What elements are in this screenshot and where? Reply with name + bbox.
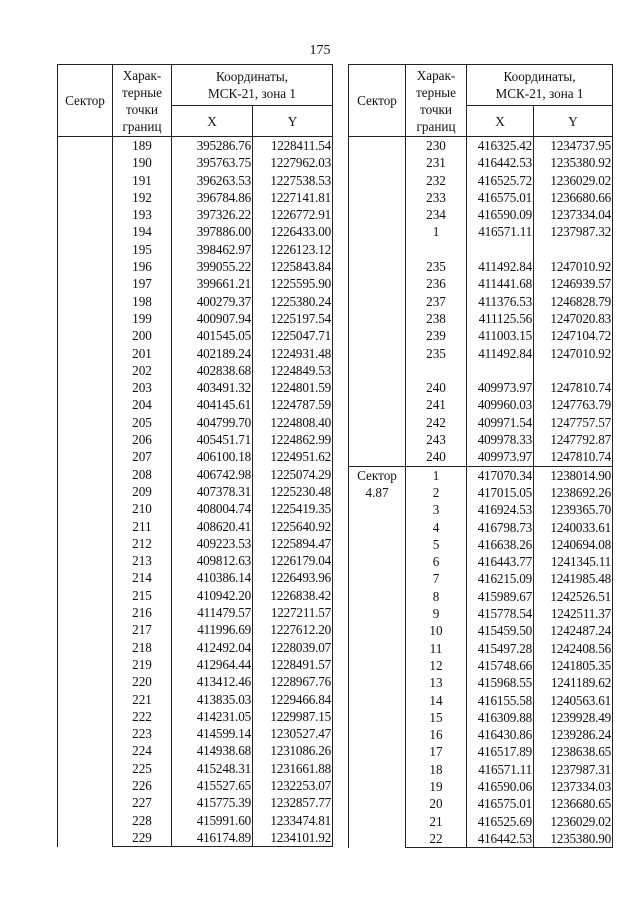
coord-x: 409960.03: [467, 396, 534, 413]
point-number: 3: [406, 501, 467, 518]
coord-y: 1238638.65: [534, 743, 613, 760]
right-table-body: [349, 137, 613, 848]
sector-label-line: Сектор: [357, 467, 397, 483]
point-number: 14: [406, 692, 467, 709]
coord-y: 1240694.08: [534, 536, 613, 553]
point-number: 222: [113, 708, 172, 725]
empty-cell: [406, 241, 467, 258]
coord-x: 411125.56: [467, 310, 534, 327]
point-number: 189: [113, 137, 172, 155]
empty-cell: [534, 362, 613, 379]
coord-x: 415248.31: [172, 760, 253, 777]
coord-y: 1226179.04: [253, 552, 333, 569]
coord-x: 405451.71: [172, 431, 253, 448]
coord-x: 411003.15: [467, 327, 534, 344]
coord-y: 1241189.62: [534, 674, 613, 691]
point-number: 17: [406, 743, 467, 760]
point-number: 215: [113, 587, 172, 604]
coord-y: 1226123.12: [253, 241, 333, 258]
coord-x: 416443.77: [467, 553, 534, 570]
header-points: [406, 65, 467, 137]
point-number: 220: [113, 673, 172, 690]
coord-x: 404145.61: [172, 396, 253, 413]
coord-y: 1240033.61: [534, 519, 613, 536]
point-number: 212: [113, 535, 172, 552]
coord-y: 1229466.84: [253, 691, 333, 708]
table-row: [349, 466, 613, 484]
coord-y: 1225380.24: [253, 293, 333, 310]
empty-cell: [534, 241, 613, 258]
point-number: 200: [113, 327, 172, 344]
point-number: 218: [113, 639, 172, 656]
coord-y: 1235380.90: [534, 830, 613, 848]
sector-label-line: 4.87: [365, 484, 389, 500]
sector-cell: [349, 466, 406, 848]
point-number: 190: [113, 154, 172, 171]
point-number: 207: [113, 448, 172, 465]
header-points-line: терные: [122, 84, 162, 100]
point-number: 191: [113, 172, 172, 189]
coord-y: 1224849.53: [253, 362, 333, 379]
point-number: 192: [113, 189, 172, 206]
coord-y: 1236029.02: [534, 813, 613, 830]
coord-x: 414231.05: [172, 708, 253, 725]
coord-y: 1228039.07: [253, 639, 333, 656]
coord-x: 416442.53: [467, 830, 534, 848]
header-coordinates-line: Координаты,: [503, 69, 576, 84]
table-row: [349, 137, 613, 155]
point-number: 201: [113, 345, 172, 362]
coord-x: 402189.24: [172, 345, 253, 362]
point-number: 211: [113, 518, 172, 535]
coord-y: 1228967.76: [253, 673, 333, 690]
coord-x: 409973.97: [467, 379, 534, 396]
point-number: 1: [406, 223, 467, 240]
coord-x: 416575.01: [467, 795, 534, 812]
sector-cell: [349, 137, 406, 467]
coord-x: 412964.44: [172, 656, 253, 673]
point-number: 19: [406, 778, 467, 795]
coord-y: 1227612.20: [253, 621, 333, 638]
coord-y: 1225197.54: [253, 310, 333, 327]
coord-y: 1235380.92: [534, 154, 613, 171]
header-points-line: терные: [416, 84, 456, 100]
coord-x: 415989.67: [467, 588, 534, 605]
coord-x: 408620.41: [172, 518, 253, 535]
coord-y: 1239286.24: [534, 726, 613, 743]
coord-y: 1247010.92: [534, 345, 613, 362]
coord-y: 1242511.37: [534, 605, 613, 622]
coord-y: 1227538.53: [253, 172, 333, 189]
point-number: 205: [113, 414, 172, 431]
coordinates-table-left: [57, 64, 333, 847]
point-number: 223: [113, 725, 172, 742]
coord-x: 416638.26: [467, 536, 534, 553]
point-number: 231: [406, 154, 467, 171]
coord-y: 1241345.11: [534, 553, 613, 570]
point-number: 194: [113, 223, 172, 240]
coord-x: 399661.21: [172, 275, 253, 292]
coord-x: 410942.20: [172, 587, 253, 604]
coord-y: 1247104.72: [534, 327, 613, 344]
coord-y: 1225595.90: [253, 275, 333, 292]
coord-x: 416571.11: [467, 761, 534, 778]
coord-y: 1225843.84: [253, 258, 333, 275]
coord-y: 1228411.54: [253, 137, 333, 155]
point-number: 240: [406, 379, 467, 396]
header-coordinates: [172, 65, 333, 106]
coord-y: 1236029.02: [534, 172, 613, 189]
header-points-line: Харак-: [416, 67, 456, 83]
point-number: 199: [113, 310, 172, 327]
coord-x: 416155.58: [467, 692, 534, 709]
header-coordinates-line: Координаты,: [215, 69, 288, 84]
point-number: 216: [113, 604, 172, 621]
coord-y: 1240563.61: [534, 692, 613, 709]
coord-y: 1237987.32: [534, 223, 613, 240]
coord-x: 416590.09: [467, 206, 534, 223]
coord-x: 398462.97: [172, 241, 253, 258]
coord-y: 1237334.03: [534, 778, 613, 795]
coord-y: 1247810.74: [534, 448, 613, 466]
coord-y: 1247010.92: [534, 258, 613, 275]
point-number: 209: [113, 483, 172, 500]
coord-x: 409978.33: [467, 431, 534, 448]
header-x: X: [172, 106, 253, 137]
point-number: 221: [113, 691, 172, 708]
coord-y: 1224862.99: [253, 431, 333, 448]
point-number: 198: [113, 293, 172, 310]
coord-x: 416590.06: [467, 778, 534, 795]
coord-x: 411492.84: [467, 258, 534, 275]
coord-x: 416442.53: [467, 154, 534, 171]
point-number: 210: [113, 500, 172, 517]
sector-cell: [58, 137, 113, 847]
point-number: 232: [406, 172, 467, 189]
coord-x: 413412.46: [172, 673, 253, 690]
point-number: 208: [113, 466, 172, 483]
point-number: 21: [406, 813, 467, 830]
coord-y: 1226772.91: [253, 206, 333, 223]
coord-y: 1241985.48: [534, 570, 613, 587]
coord-x: 411492.84: [467, 345, 534, 362]
coord-x: 409971.54: [467, 414, 534, 431]
coord-x: 411479.57: [172, 604, 253, 621]
coord-y: 1227141.81: [253, 189, 333, 206]
point-number: 239: [406, 327, 467, 344]
coord-x: 397326.22: [172, 206, 253, 223]
empty-cell: [467, 241, 534, 258]
point-number: 217: [113, 621, 172, 638]
coord-x: 408004.74: [172, 500, 253, 517]
header-points-line: точки: [420, 101, 452, 117]
point-number: 2: [406, 484, 467, 501]
point-number: 12: [406, 657, 467, 674]
coord-y: 1225230.48: [253, 483, 333, 500]
coord-y: 1238014.90: [534, 466, 613, 484]
point-number: 230: [406, 137, 467, 155]
coord-x: 395763.75: [172, 154, 253, 171]
coord-x: 414938.68: [172, 742, 253, 759]
coord-y: 1227211.57: [253, 604, 333, 621]
point-number: 240: [406, 448, 467, 466]
coord-x: 416174.89: [172, 829, 253, 847]
coord-x: 415527.65: [172, 777, 253, 794]
point-number: 236: [406, 275, 467, 292]
coord-x: 403491.32: [172, 379, 253, 396]
coord-y: 1229987.15: [253, 708, 333, 725]
coord-x: 410386.14: [172, 569, 253, 586]
point-number: 243: [406, 431, 467, 448]
header-points-line: точки: [126, 101, 158, 117]
point-number: 226: [113, 777, 172, 794]
coord-y: 1234101.92: [253, 829, 333, 847]
coord-y: 1224787.59: [253, 396, 333, 413]
coord-y: 1247792.87: [534, 431, 613, 448]
point-number: 235: [406, 345, 467, 362]
point-number: 233: [406, 189, 467, 206]
header-x: X: [467, 106, 534, 137]
header-y: Y: [253, 106, 333, 137]
point-number: 20: [406, 795, 467, 812]
coord-x: 415775.39: [172, 794, 253, 811]
coord-x: 415778.54: [467, 605, 534, 622]
coord-x: 396784.86: [172, 189, 253, 206]
coord-y: 1233474.81: [253, 812, 333, 829]
coord-x: 397886.00: [172, 223, 253, 240]
coord-x: 412492.04: [172, 639, 253, 656]
coord-y: 1225074.29: [253, 466, 333, 483]
point-number: 228: [113, 812, 172, 829]
coord-y: 1247810.74: [534, 379, 613, 396]
page-number: 175: [309, 43, 331, 58]
coordinates-table-right: [348, 64, 613, 848]
coord-y: 1236680.66: [534, 189, 613, 206]
coord-x: 404799.70: [172, 414, 253, 431]
coord-x: 416798.73: [467, 519, 534, 536]
coord-y: 1225894.47: [253, 535, 333, 552]
coord-x: 400279.37: [172, 293, 253, 310]
point-number: 16: [406, 726, 467, 743]
coord-y: 1228491.57: [253, 656, 333, 673]
coord-x: 415968.55: [467, 674, 534, 691]
coord-x: 415991.60: [172, 812, 253, 829]
point-number: 224: [113, 742, 172, 759]
coord-x: 416525.72: [467, 172, 534, 189]
coord-x: 402838.68: [172, 362, 253, 379]
point-number: 11: [406, 640, 467, 657]
header-y: Y: [534, 106, 613, 137]
coord-y: 1247757.57: [534, 414, 613, 431]
coord-x: 415748.66: [467, 657, 534, 674]
point-number: 219: [113, 656, 172, 673]
coord-y: 1246828.79: [534, 293, 613, 310]
point-number: 6: [406, 553, 467, 570]
coord-y: 1237334.04: [534, 206, 613, 223]
point-number: 196: [113, 258, 172, 275]
coord-x: 413835.03: [172, 691, 253, 708]
empty-cell: [406, 362, 467, 379]
coord-x: 407378.31: [172, 483, 253, 500]
coord-x: 406100.18: [172, 448, 253, 465]
coord-x: 411376.53: [467, 293, 534, 310]
point-number: 203: [113, 379, 172, 396]
coord-x: 406742.98: [172, 466, 253, 483]
point-number: 193: [113, 206, 172, 223]
point-number: 238: [406, 310, 467, 327]
coord-x: 396263.53: [172, 172, 253, 189]
coord-y: 1226433.00: [253, 223, 333, 240]
empty-cell: [467, 362, 534, 379]
point-number: 241: [406, 396, 467, 413]
coord-y: 1232857.77: [253, 794, 333, 811]
coord-x: 416215.09: [467, 570, 534, 587]
point-number: 234: [406, 206, 467, 223]
coord-y: 1230527.47: [253, 725, 333, 742]
coord-x: 416517.89: [467, 743, 534, 760]
coord-x: 416525.69: [467, 813, 534, 830]
coord-y: 1247763.79: [534, 396, 613, 413]
point-number: 237: [406, 293, 467, 310]
coord-x: 399055.22: [172, 258, 253, 275]
header-coordinates: [467, 65, 613, 106]
coord-x: 411996.69: [172, 621, 253, 638]
coord-y: 1224931.48: [253, 345, 333, 362]
point-number: 10: [406, 622, 467, 639]
left-table-body: [58, 137, 333, 847]
coord-x: 416924.53: [467, 501, 534, 518]
point-number: 213: [113, 552, 172, 569]
coord-y: 1226493.96: [253, 569, 333, 586]
coord-y: 1234737.95: [534, 137, 613, 155]
point-number: 1: [406, 466, 467, 484]
coord-x: 414599.14: [172, 725, 253, 742]
coord-x: 409223.53: [172, 535, 253, 552]
coord-y: 1239365.70: [534, 501, 613, 518]
coord-x: 415497.28: [467, 640, 534, 657]
point-number: 7: [406, 570, 467, 587]
coord-y: 1226838.42: [253, 587, 333, 604]
point-number: 22: [406, 830, 467, 848]
coord-y: 1242487.24: [534, 622, 613, 639]
point-number: 204: [113, 396, 172, 413]
coord-x: 401545.05: [172, 327, 253, 344]
coord-y: 1242526.51: [534, 588, 613, 605]
coord-x: 416309.88: [467, 709, 534, 726]
point-number: 202: [113, 362, 172, 379]
coord-x: 395286.76: [172, 137, 253, 155]
header-sector: Сектор: [58, 65, 113, 137]
point-number: 214: [113, 569, 172, 586]
header-sector: Сектор: [349, 65, 406, 137]
table-row: [58, 137, 333, 155]
coord-y: 1236680.65: [534, 795, 613, 812]
point-number: 227: [113, 794, 172, 811]
coord-y: 1231661.88: [253, 760, 333, 777]
header-points-line: Харак-: [122, 67, 162, 83]
coord-y: 1224808.40: [253, 414, 333, 431]
point-number: 235: [406, 258, 467, 275]
coord-y: 1242408.56: [534, 640, 613, 657]
header-coordinates-line: МСК-21, зона 1: [495, 86, 584, 101]
coord-y: 1232253.07: [253, 777, 333, 794]
point-number: 18: [406, 761, 467, 778]
point-number: 8: [406, 588, 467, 605]
point-number: 206: [113, 431, 172, 448]
point-number: 5: [406, 536, 467, 553]
coord-x: 416430.86: [467, 726, 534, 743]
coord-y: 1224951.62: [253, 448, 333, 465]
header-points: [113, 65, 172, 137]
coord-y: 1225640.92: [253, 518, 333, 535]
coord-y: 1247020.83: [534, 310, 613, 327]
coord-y: 1231086.26: [253, 742, 333, 759]
coord-x: 409812.63: [172, 552, 253, 569]
point-number: 225: [113, 760, 172, 777]
coord-x: 416325.42: [467, 137, 534, 155]
point-number: 229: [113, 829, 172, 847]
coord-x: 417070.34: [467, 466, 534, 484]
coord-x: 400907.94: [172, 310, 253, 327]
coord-y: 1225419.35: [253, 500, 333, 517]
point-number: 4: [406, 519, 467, 536]
coord-y: 1237987.31: [534, 761, 613, 778]
coord-x: 416575.01: [467, 189, 534, 206]
coord-y: 1241805.35: [534, 657, 613, 674]
coord-y: 1227962.03: [253, 154, 333, 171]
point-number: 195: [113, 241, 172, 258]
point-number: 9: [406, 605, 467, 622]
coord-x: 416571.11: [467, 223, 534, 240]
header-points-line: границ: [416, 118, 456, 134]
coord-x: 415459.50: [467, 622, 534, 639]
coord-y: 1225047.71: [253, 327, 333, 344]
point-number: 13: [406, 674, 467, 691]
header-coordinates-line: МСК-21, зона 1: [207, 86, 297, 101]
coord-y: 1239928.49: [534, 709, 613, 726]
coord-y: 1246939.57: [534, 275, 613, 292]
coord-x: 417015.05: [467, 484, 534, 501]
header-points-line: границ: [122, 118, 162, 134]
coord-y: 1238692.26: [534, 484, 613, 501]
coord-x: 409973.97: [467, 448, 534, 466]
coord-y: 1224801.59: [253, 379, 333, 396]
coord-x: 411441.68: [467, 275, 534, 292]
point-number: 242: [406, 414, 467, 431]
point-number: 15: [406, 709, 467, 726]
point-number: 197: [113, 275, 172, 292]
